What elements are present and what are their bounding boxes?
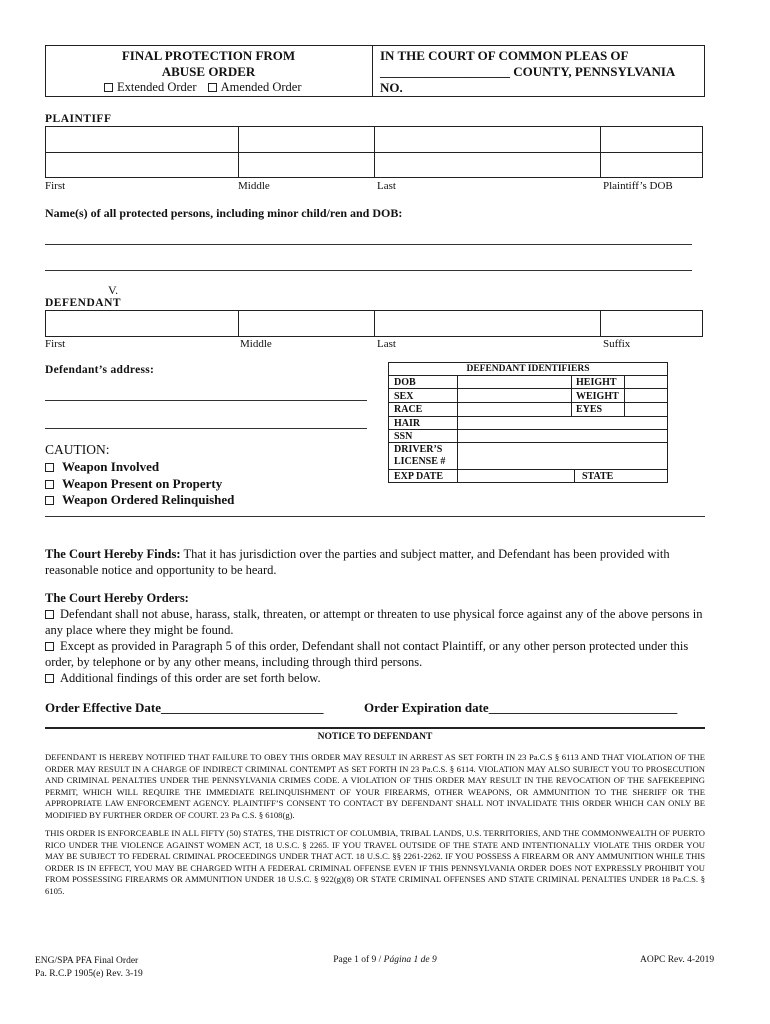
defendant-address-line-1[interactable] xyxy=(45,400,367,401)
identifiers-row-rule xyxy=(388,388,668,389)
notice-paragraph-1: DEFENDANT IS HEREBY NOTIFIED THAT FAILURE TO OBEY THIS ORDER MAY RESULT IN ARREST AS SET FORTH IN 23 Pa.C.S § 6113 AND THAT VIOLATION OF THE ORDER MAY RESULT IN A CHARGE OF INDIRECT CRIMINAL CONTEMPT AS SET FORTH IN 23 Pa.C.S. § 6114. VIOLATION MAY ALSO SUBJECT YOU TO PROSECUTION AND CRIMINAL PENALTIES UNDER THE PENNSYLVANIA CRIMES CODE. A VIOLATION OF THIS ORDER MAY RESULT IN THE REVOCATION OF THE SAFEKEEPING PERMIT, WHICH WILL REQUIRE THE IMMEDIATE RELINQUISHMENT OF YOUR FIREARMS, OTHER WEAPONS, OR AMMUNITION TO THE SHERIFF OR THE APPROPRIATE LAW ENFORCEMENT AGENCY. PLAINTIFF’S CONSENT TO CONTACT BY DEFENDANT SHALL NOT INVALIDATE THIS ORDER WHICH CAN ONLY BE MODIFIED BY FURTHER ORDER OF COURT. 23 Pa C.S. § 6108(g). xyxy=(45,752,705,820)
race-label: RACE xyxy=(394,404,423,415)
page-number-spanish: Página 1 de 9 xyxy=(383,955,437,965)
order-item-3 xyxy=(45,670,705,686)
identifiers-row-rule xyxy=(388,416,668,417)
drivers-license-line2: LICENSE # xyxy=(394,456,446,467)
plaintiff-middle-label: Middle xyxy=(238,180,270,192)
protected-persons-heading: Name(s) of all protected persons, including minor child/ren and DOB: xyxy=(45,206,403,220)
identifiers-right-divider xyxy=(624,375,625,416)
identifiers-row-rule xyxy=(388,442,668,443)
extended-order-checkbox[interactable] xyxy=(104,80,196,94)
weapon-present-checkbox[interactable] xyxy=(45,476,234,492)
weapon-involved-checkbox[interactable] xyxy=(45,459,234,475)
amended-order-checkbox[interactable] xyxy=(208,80,302,94)
identifiers-mid-divider xyxy=(571,375,572,416)
checkbox-icon xyxy=(208,83,217,92)
amended-order-label: Amended Order xyxy=(220,80,302,94)
findings-text: That it has jurisdiction over the parties and subject matter, and Defendant has been provided with reasonable notice and opportunity to be heard. xyxy=(45,547,670,577)
order-3-checkbox[interactable] xyxy=(45,674,54,683)
footer-revision: AOPC Rev. 4-2019 xyxy=(640,955,715,965)
versus-label: V. xyxy=(108,283,119,297)
weight-label: WEIGHT xyxy=(576,391,619,402)
sex-label: SEX xyxy=(394,391,414,402)
drivers-license-label xyxy=(394,444,445,468)
weapon-relinquished-checkbox[interactable] xyxy=(45,492,234,508)
defendant-first-field[interactable] xyxy=(45,310,239,337)
header-divider xyxy=(372,45,373,97)
weapon-involved-label: Weapon Involved xyxy=(62,458,160,474)
section-divider xyxy=(45,516,705,517)
order-effective-date[interactable]: Order Effective Date_________________________ xyxy=(45,700,324,715)
notice-heading: NOTICE TO DEFENDANT xyxy=(317,732,433,742)
defendant-last-field[interactable] xyxy=(374,310,601,337)
identifiers-row-rule xyxy=(388,402,668,403)
findings-lead: The Court Hereby Finds: xyxy=(45,547,181,561)
extended-order-label: Extended Order xyxy=(117,80,197,94)
defendant-address-label: Defendant’s address: xyxy=(45,364,155,376)
height-label: HEIGHT xyxy=(576,377,617,388)
order-item-3-text: Additional findings of this order are set forth below. xyxy=(60,671,321,685)
defendant-last-label: Last xyxy=(377,338,396,350)
order-type-options xyxy=(104,80,301,95)
defendant-first-label: First xyxy=(45,338,66,350)
eyes-label: EYES xyxy=(576,404,603,415)
caution-section xyxy=(45,442,234,507)
plaintiff-middle-row2[interactable] xyxy=(238,152,375,178)
court-orders xyxy=(45,590,705,686)
order-title xyxy=(45,48,372,80)
weapon-relinquished-label: Weapon Ordered Relinquished xyxy=(62,491,235,507)
hair-label: HAIR xyxy=(394,418,421,429)
drivers-license-line1: DRIVER’S xyxy=(394,444,443,455)
order-expiration-date[interactable]: Order Expiration date_____________________________ xyxy=(364,700,678,715)
checkbox-icon xyxy=(45,480,54,489)
plaintiff-dob-label: Plaintiff’s DOB xyxy=(603,180,673,192)
weapon-present-label: Weapon Present on Property xyxy=(62,476,223,491)
protected-persons-line-1[interactable] xyxy=(45,244,692,245)
docket-number-label: NO. xyxy=(380,80,403,95)
identifiers-heading: DEFENDANT IDENTIFIERS xyxy=(466,364,590,374)
defendant-middle-field[interactable] xyxy=(238,310,375,337)
exp-date-label: EXP DATE xyxy=(394,471,443,482)
notice-paragraph-2: THIS ORDER IS ENFORCEABLE IN ALL FIFTY (50) STATES, THE DISTRICT OF COLUMBIA, TRIBAL LANDS, U.S. TERRITORIES, AND THE COMMONWEALTH OF PUERTO RICO UNDER THE VIOLENCE AGAINST WOMEN ACT, 18 U.S.C. § 2265. IF YOU TRAVEL OUTSIDE OF THE STATE AND INTENTIONALLY VIOLATE THIS ORDER YOU MAY BE SUBJECT TO FEDERAL CRIMINAL PROCEEDINGS UNDER THAT ACT. 18 U.S.C. §§ 2261-2262. IF YOU POSSESS A FIREARM OR ANY AMMUNITION WHILE THIS ORDER IS IN EFFECT, YOU MAY BE CHARGED WITH A FEDERAL CRIMINAL OFFENSE EVEN IF THIS PENNSYLVANIA ORDER DOES NOT EXPRESSLY PROHIBIT YOU FROM POSSESSING FIREARMS OR AMMUNITION UNDER 18 U.S.C. § 922(g)(8) OR STATE CRIMINAL OFFENSES AND STATE CRIMINAL PENALTIES UNDER 18 Pa.C.S. § 6105. xyxy=(45,828,705,896)
order-item-2-text: Except as provided in Paragraph 5 of this order, Defendant shall not contact Plaintiff, or any other person protected under this order, by telephone or by any other means, including through third persons. xyxy=(45,639,689,669)
order-item-2 xyxy=(45,638,705,670)
plaintiff-last-label: Last xyxy=(377,180,396,192)
plaintiff-first-label: First xyxy=(45,180,66,192)
plaintiff-dob-row2[interactable] xyxy=(600,152,703,178)
plaintiff-middle-row1[interactable] xyxy=(238,126,375,153)
plaintiff-dob-row1[interactable] xyxy=(600,126,703,153)
order-2-checkbox[interactable] xyxy=(45,642,54,651)
ssn-label: SSN xyxy=(394,431,413,442)
defendant-middle-label: Middle xyxy=(240,338,272,350)
caution-heading: CAUTION: xyxy=(45,442,110,457)
identifiers-heading-rule xyxy=(388,375,668,376)
order-item-1-text: Defendant shall not abuse, harass, stalk, threaten, or attempt or threaten to use physical force against any of the above persons in any place where they might be found. xyxy=(45,607,703,637)
order-title-line2: ABUSE ORDER xyxy=(161,64,256,79)
notice-rule xyxy=(45,727,705,729)
court-line1: IN THE COURT OF COMMON PLEAS OF xyxy=(380,48,629,63)
footer-form-name: ENG/SPA PFA Final Order xyxy=(35,956,139,966)
court-findings xyxy=(45,546,705,578)
checkbox-icon xyxy=(104,83,113,92)
court-name xyxy=(380,48,675,96)
page-number-english: Page 1 of 9 / xyxy=(333,955,384,965)
plaintiff-heading: PLAINTIFF xyxy=(45,113,112,125)
identifiers-state-divider xyxy=(574,469,575,483)
dob-label: DOB xyxy=(394,377,416,388)
court-line2: ____________________ COUNTY, PENNSYLVANIA xyxy=(380,64,676,79)
plaintiff-last-row2[interactable] xyxy=(374,152,601,178)
checkbox-icon xyxy=(45,496,54,505)
plaintiff-first-row2[interactable] xyxy=(45,152,239,178)
defendant-address-line-2[interactable] xyxy=(45,428,367,429)
protected-persons-line-2[interactable] xyxy=(45,270,692,271)
plaintiff-first-row1[interactable] xyxy=(45,126,239,153)
checkbox-icon xyxy=(45,463,54,472)
identifiers-row-rule xyxy=(388,469,668,470)
order-1-checkbox[interactable] xyxy=(45,610,54,619)
state-label: STATE xyxy=(582,471,614,482)
defendant-suffix-field[interactable] xyxy=(600,310,703,337)
order-title-line1: FINAL PROTECTION FROM xyxy=(121,48,296,63)
order-item-1 xyxy=(45,606,705,638)
identifiers-row-rule xyxy=(388,429,668,430)
orders-heading: The Court Hereby Orders: xyxy=(45,591,189,605)
plaintiff-last-row1[interactable] xyxy=(374,126,601,153)
defendant-suffix-label: Suffix xyxy=(603,338,631,350)
defendant-heading: DEFENDANT xyxy=(45,297,122,309)
footer-rule-ref: Pa. R.C.P 1905(e) Rev. 3-19 xyxy=(35,969,143,979)
